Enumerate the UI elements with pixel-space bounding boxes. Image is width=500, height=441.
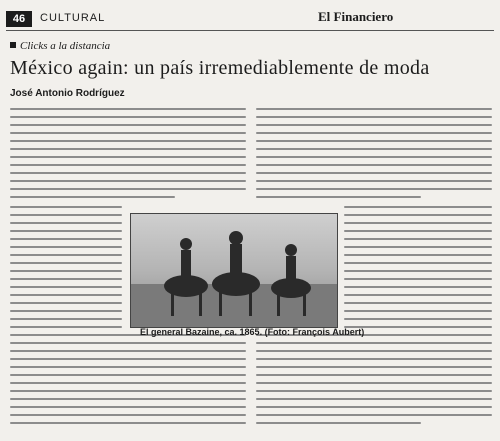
- kicker-square-icon: [10, 42, 16, 48]
- body-column-right-top: [256, 108, 492, 204]
- page-header: [0, 8, 500, 30]
- page-number: 46: [6, 11, 32, 27]
- body-column-left-top: [10, 108, 246, 204]
- photo-scene: [131, 214, 337, 327]
- section-name: CULTURAL: [40, 12, 106, 24]
- body-column-left-beside-photo: [10, 206, 122, 334]
- kicker: [10, 40, 110, 52]
- body-column-right-bottom: [256, 334, 492, 430]
- masthead: El Financiero: [318, 9, 394, 24]
- header-rule: [6, 30, 494, 31]
- kicker-text: Clicks a la distancia: [20, 40, 111, 52]
- body-column-left-bottom: [10, 334, 246, 430]
- body-column-right-beside-photo: [344, 206, 492, 334]
- byline: José Antonio Rodríguez: [10, 88, 125, 99]
- headline: México again: un país irremediablemente de moda: [10, 57, 430, 79]
- article-photo: [130, 213, 338, 328]
- photo-caption: El general Bazaine, ca. 1865. (Foto: François Aubert): [140, 327, 365, 337]
